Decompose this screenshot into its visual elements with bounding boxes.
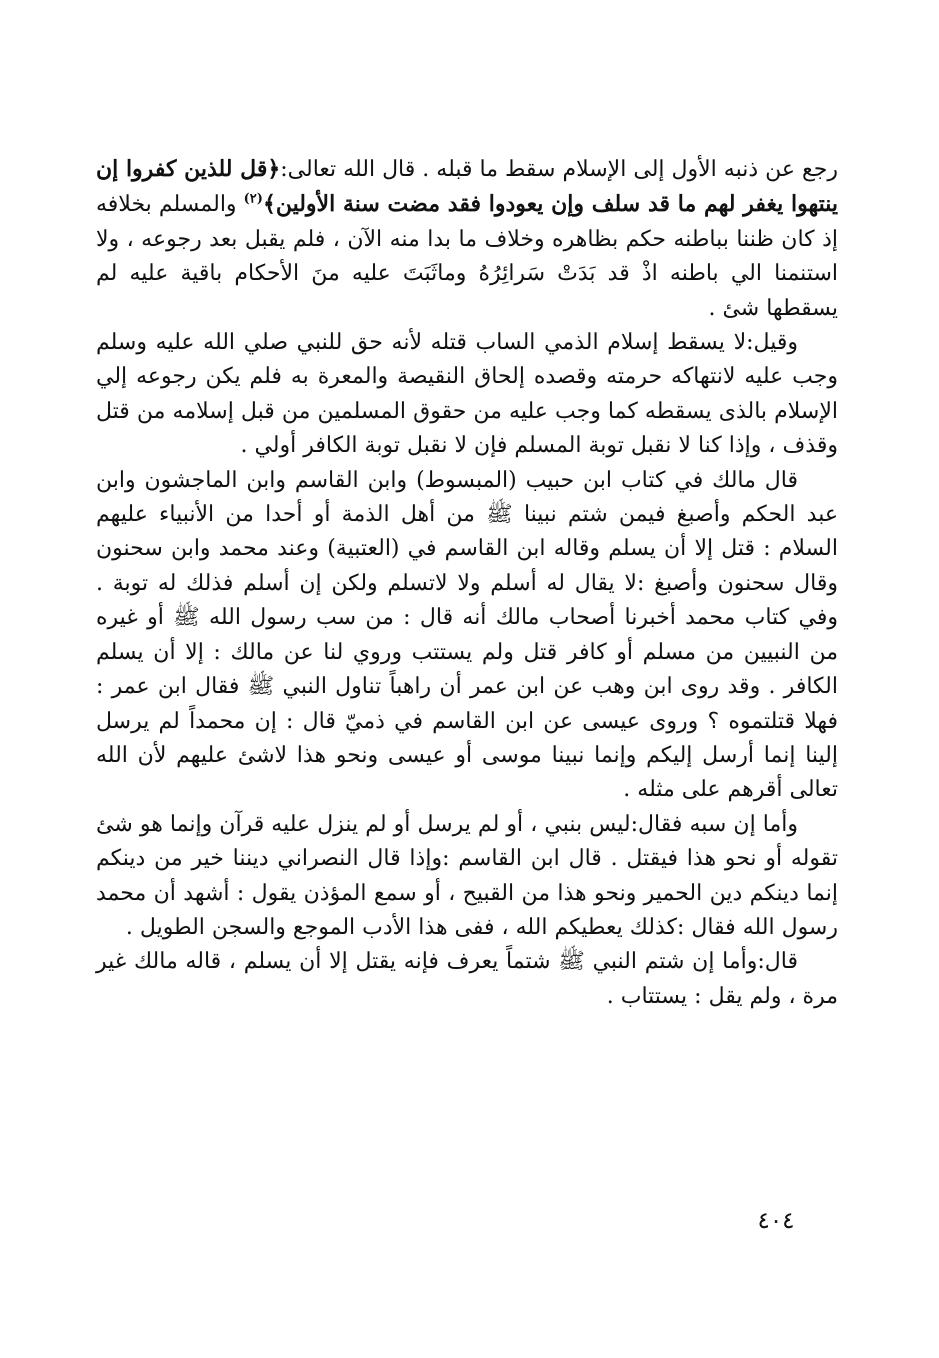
paragraph-4: وأما إن سبه فقال:ليس بنبي ، أو لم يرسل أو لم ينزل عليه قرآن وإنما هو شئ تقوله أو نحو هذا فيقتل . قال ابن القاسم :وإذا قال النصراني ديننا خير من دينكم إنما دينكم دين الحمير ونحو هذا من القبيح ، أو سمع المؤذن يقول : أشهد أن محمد رسول الله فقال :كذلك يعطيكم الله ، ففى هذا الأدب الموجع والسجن الطويل . [96, 811, 838, 940]
paragraph-2: وقيل:لا يسقط إسلام الذمي الساب قتله لأنه حق للنبي صلي الله عليه وسلم وجب عليه لانتهاكه حرمته وقصده إلحاق النقيصة والمعرة به فلم يكن رجوعه إلي الإسلام بالذى يسقطه كما وجب عليه من حقوق المسلمين من قبل إسلامه من قتل وقذف ، وإذا كنا لا نقبل توبة المسلم فإن لا نقبل توبة الكافر أولي . [96, 330, 838, 459]
footnote-marker: (٢) [243, 192, 263, 208]
paragraph-3: قال مالك في كتاب ابن حبيب (المبسوط) وابن القاسم وابن الماجشون وابن عبد الحكم وأصبغ فيمن شتم نبينا ﷺ من أهل الذمة أو أحدا من الأنبياء عليهم السلام : قتل إلا أن يسلم وقاله ابن القاسم في (العتبية) وعند محمد وابن سحنون وقال سحنون وأصبغ :لا يقال له أسلم ولا لاتسلم ولكن إن أسلم فذلك له توبة . وفي كتاب محمد أخبرنا أصحاب مالك أنه قال : من سب رسول الله ﷺ أو غيره من النبيين من مسلم أو كافر قتل ولم يستتب وروي لنا عن مالك : إلا أن يسلم الكافر . وقد روى ابن وهب عن ابن عمر أن راهباً تناول النبي ﷺ فقال ابن عمر : فهلا قتلتموه ؟ وروى عيسى عن ابن القاسم في ذميّ قال : إن محمداً لم يرسل إلينا إنما أرسل إليكم وإنما نبينا موسى أو عيسى ونحو هذا لاشئ عليهم لأن الله تعالى أقرهم على مثله . [96, 467, 838, 803]
page-number: ٤٠٤ [757, 1208, 795, 1234]
quran-verse: ﴿قل للذين كفروا إن ينتهوا يغفر لهم ما قد سلف وإن يعودوا فقد مضت سنة الأولين﴾ [96, 156, 838, 218]
paragraph-5: قال:وأما إن شتم النبي ﷺ شتماً يعرف فإنه يقتل إلا أن يسلم ، قاله مالك غير مرة ، ولم يقل : يستتاب . [96, 949, 838, 1009]
paragraph-1 [96, 152, 838, 326]
paragraph-1-continuation: والمسلم بخلافه إذ كان ظننا بباطنه حكم بظاهره وخلاف ما بدا منه الآن ، فلم يقبل بعد رجوعه ، ولا استنمنا الي باطنه اذْ قد بَدَتْ سَرائِرُهُ وماثَبَتَ عليه منَ الأحكام باقية عليه لم يسقطها شئ . [96, 192, 838, 321]
body-text [96, 152, 838, 1014]
paragraph-1-intro: رجع عن ذنبه الأول إلى الإسلام سقط ما قبله . قال الله تعالى: [280, 157, 838, 182]
